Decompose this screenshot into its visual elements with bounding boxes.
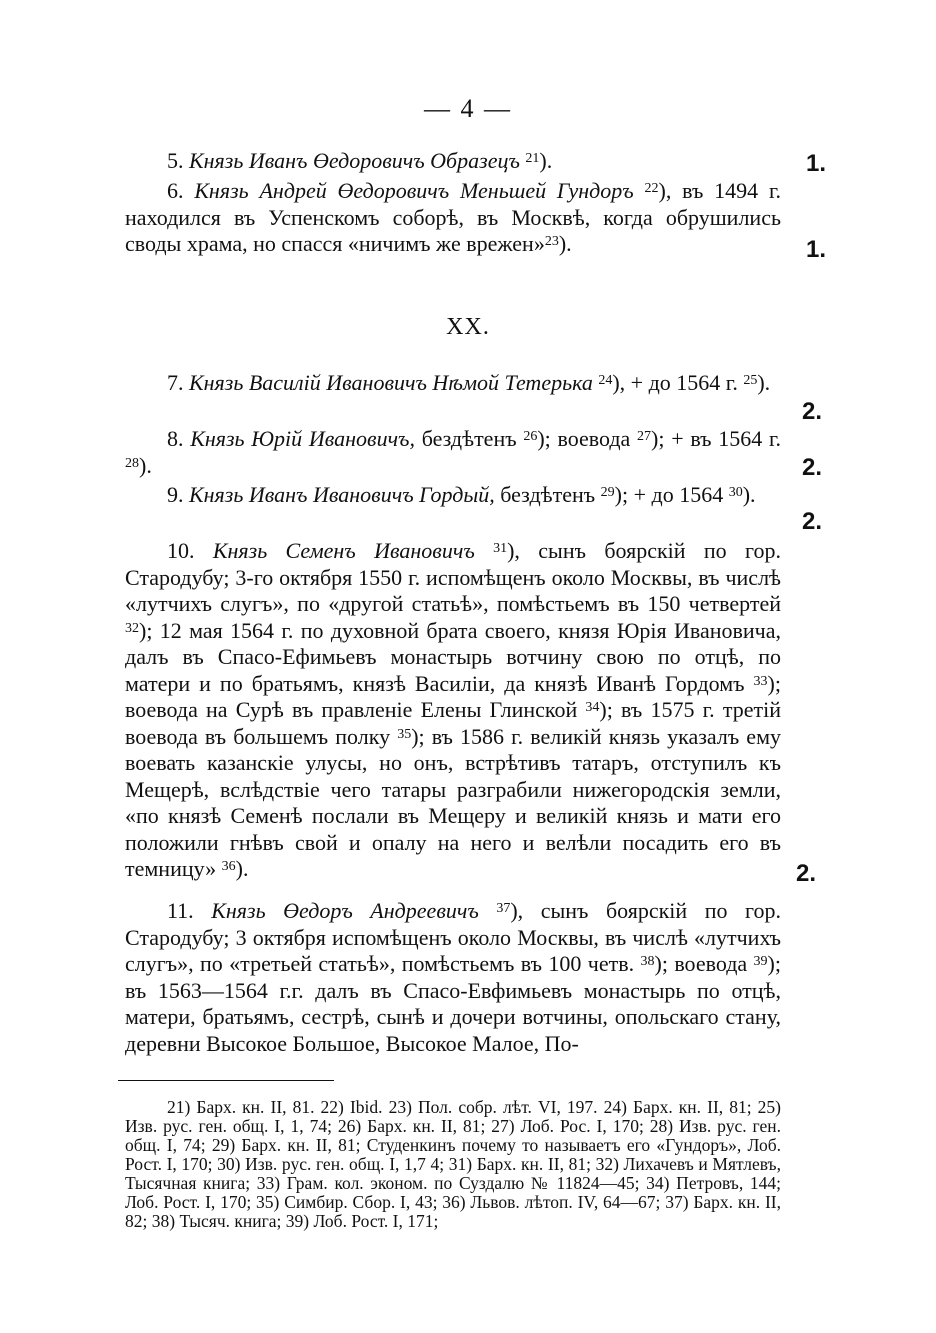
- footnote-ref[interactable]: 31: [493, 541, 508, 556]
- margin-mark: 2.: [802, 508, 823, 535]
- entry-name: Князь Юрій Ивановичъ,: [190, 426, 415, 451]
- page-number: — 4 —: [424, 94, 512, 123]
- footnote-ref[interactable]: 23: [544, 234, 559, 249]
- footnote-ref[interactable]: 26: [523, 429, 538, 444]
- entry-5: 5. Князь Иванъ Өедоровичъ Образецъ $^{21}$).: [167, 148, 553, 173]
- entry-7: 7. Князь Василій Ивановичъ Нѣмой Тетерька $^{24}$), + до 1564 г. $^{25}$).: [167, 370, 771, 395]
- footnote-ref[interactable]: 30: [728, 485, 743, 500]
- entry-number: 8.: [167, 426, 184, 451]
- footnote-ref[interactable]: 37: [496, 901, 511, 916]
- footnote-ref[interactable]: 36: [221, 859, 236, 874]
- entry-name: Князь Өедоръ Андреевичъ: [211, 898, 479, 923]
- entry-name: Князь Василій Ивановичъ Нѣмой Тетерька: [189, 370, 593, 395]
- margin-mark: 2.: [796, 860, 817, 887]
- entry-number: 7.: [167, 370, 184, 395]
- margin-mark: 2.: [802, 454, 823, 481]
- footnote-ref[interactable]: 34: [585, 700, 600, 715]
- footnote-ref[interactable]: 21: [525, 151, 540, 166]
- footnote-ref[interactable]: 38: [640, 954, 655, 969]
- footnote-ref[interactable]: 39: [753, 954, 768, 969]
- footnote-ref[interactable]: 35: [397, 726, 412, 742]
- entry-11: 11. Князь Өедоръ Андреевичъ $^{37}$), сынъ боярскій по гор. Стародубу; 3 октября испомѣщенъ около Москвы, въ числѣ «лутчихъ слугъ», по «третьей статьѣ», помѣстьемъ въ 100 четв. $^{38}$); воевода $^{39}$); въ 1563—1564 г.г. далъ въ Спасо-Евфимьевъ монастырь по отцѣ, матери, братьямъ, сестрѣ, сынѣ и дочери вотчины, опольскаго стану, деревни Высокое Большое, Высокое Малое, По-: [125, 898, 782, 1056]
- entry-name: Князь Семенъ Ивановичъ: [212, 538, 475, 563]
- entry-number: 9.: [167, 482, 184, 507]
- footnote-separator: [118, 1080, 334, 1081]
- entry-name: Князь Андрей Өедоровичъ Меньшей Гундоръ: [194, 178, 634, 203]
- footnote-ref[interactable]: 25: [743, 373, 758, 388]
- margin-mark: 1.: [806, 236, 827, 263]
- footnote-ref[interactable]: 28: [125, 455, 139, 471]
- entry-name: Князь Иванъ Өедоровичъ Образецъ: [189, 148, 520, 173]
- section-heading: XX.: [446, 314, 490, 340]
- footnote-ref[interactable]: 32: [125, 620, 139, 636]
- entry-10: 10. Князь Семенъ Ивановичъ $^{31}$), сынъ боярскій по гор. Стародубу; 3-го октября 1550 г. испомѣщенъ около Москвы, въ числѣ «лутчихъ слугъ», по «другой статьѣ», помѣстьемъ въ 150 четвертей $^{32}$); 12 мая 1564 г. по духовной брата своего, князя Юрія Ивановича, далъ въ Спасо-Ефимьевъ монастырь вотчину свою по отцѣ, по матери и по братьямъ, князѣ Василіи, да князѣ Иванѣ Гордомъ $^{33}$); воевода на Сурѣ въ правленіе Елены Глинской $^{34}$); въ 1575 г. третій воевода въ большемъ полку $^{35}$); въ 1586 г. великій князь указалъ ему воевать казанскіе улусы, но онъ, встрѣтивъ татаръ, отступилъ къ Мещерѣ, вслѣдствіе чего татары разграбили нижегородскія земли, «по князѣ Семенѣ послали въ Мещеру и великій князь и мати его положили гнѣвъ свой и опалу на него и велѣли посадить его въ темницу» $^{36}$).: [125, 538, 782, 881]
- entry-number: 10.: [167, 538, 195, 563]
- footnotes: 21) Барх. кн. II, 81. 22) Ibid. 23) Пол. собр. лѣт. VI, 197. 24) Барх. кн. II, 81; 25) Изв. рус. ген. общ. I, 1, 74; 26) Барх. кн. II, 81; 27) Лоб. Рос. I, 170; 28) Изв. рус. ген. общ. I, 74; 29) Барх. кн. II, 81; Студенкинъ почему то называетъ его «Гундоръ», Лоб. Рост. I, 170; 30) Изв. рус. ген. общ. I, 1,7 4; 31) Барх. кн. II, 81; 32) Лихачевъ и Мятлевъ, Тысячная книга; 33) Грам. кол. эконом. по Суздалю № 11824—45; 34) Петровъ, 144; Лоб. Рост. I, 170; 35) Симбир. Сбор. I, 43; 36) Львов. лѣтоп. IV, 64—67; 37) Барх. кн. II, 82; 38) Тысяч. книга; 39) Лоб. Рост. I, 171;: [125, 1097, 781, 1231]
- entry-number: 11.: [167, 898, 194, 923]
- entry-8: 8. Князь Юрій Ивановичъ, бездѣтенъ $^{26}$); воевода $^{27}$); + въ 1564 г. $^{28}$).: [125, 426, 782, 478]
- footnote-ref[interactable]: 22: [644, 181, 659, 196]
- margin-mark: 2.: [802, 398, 823, 425]
- entry-6: 6. Князь Андрей Өедоровичъ Меньшей Гундоръ $^{22}$), въ 1494 г. находился въ Успенскомъ соборѣ, въ Москвѣ, когда обрушились своды храма, но спасся «ничимъ же врежен»$^{23}$).: [125, 178, 782, 256]
- entry-number: 6.: [167, 178, 184, 203]
- footnote-ref[interactable]: 27: [637, 429, 652, 444]
- footnote-ref[interactable]: 29: [600, 485, 615, 500]
- entry-number: 5.: [167, 148, 184, 173]
- entry-9: 9. Князь Иванъ Ивановичъ Гордый, бездѣтенъ $^{29}$); + до 1564 $^{30}$).: [167, 482, 756, 507]
- entry-name: Князь Иванъ Ивановичъ Гордый,: [189, 482, 495, 507]
- footnote-ref[interactable]: 24: [598, 373, 613, 388]
- footnote-ref[interactable]: 33: [753, 673, 768, 689]
- margin-mark: 1.: [806, 150, 827, 177]
